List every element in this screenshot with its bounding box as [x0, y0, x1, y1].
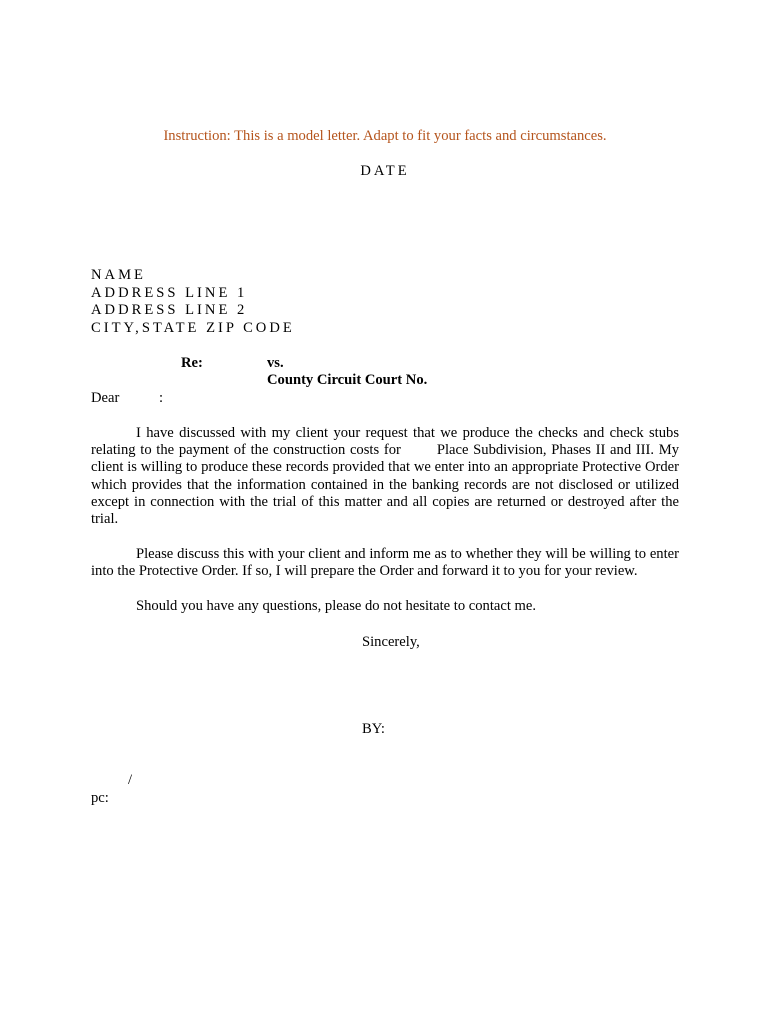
- body-paragraph-2: [91, 546, 679, 580]
- salutation-colon: :: [159, 390, 164, 406]
- recipient-name: NAME: [91, 267, 146, 283]
- salutation-dear: Dear: [91, 390, 120, 406]
- body-paragraph-2-text: Please discuss this with your client and inform me as to whether they will be willing to enter into the Protective Order. If so, I will prepare the Order and forward it to you for your review.: [91, 546, 679, 580]
- re-vs: vs.: [267, 355, 284, 371]
- body-paragraph-1-rest: Place Subdivision, Phases II and III. My client is willing to produce these records provided that we enter into an appropriate Protective Order which provides that the information contained in the banking records are not disclosed or utilized except in connection with the trial of this matter and all copies are returned or destroyed after the trial.: [91, 442, 680, 528]
- recipient-city-state-zip: CITY,STATE ZIP CODE: [91, 320, 295, 336]
- letter-date: DATE: [360, 163, 410, 179]
- re-court: County Circuit Court No.: [267, 372, 428, 388]
- body-paragraph-3: Should you have any questions, please do not hesitate to contact me.: [136, 598, 537, 614]
- body-paragraph-1-start: I have discussed with my client your request that we produce the checks and check stubs relating to the payment of the construction costs for: [91, 425, 679, 459]
- re-label: Re:: [181, 355, 203, 371]
- recipient-address-line-1: ADDRESS LINE 1: [91, 285, 248, 301]
- initials-slash: /: [128, 772, 133, 788]
- closing-by: BY:: [362, 721, 385, 737]
- closing-sincerely: Sincerely,: [362, 634, 420, 650]
- recipient-address-line-2: ADDRESS LINE 2: [91, 302, 248, 318]
- pc-label: pc:: [91, 790, 109, 806]
- instruction-note: Instruction: This is a model letter. Adapt to fit your facts and circumstances.: [163, 128, 607, 144]
- body-paragraph-1: [91, 425, 679, 528]
